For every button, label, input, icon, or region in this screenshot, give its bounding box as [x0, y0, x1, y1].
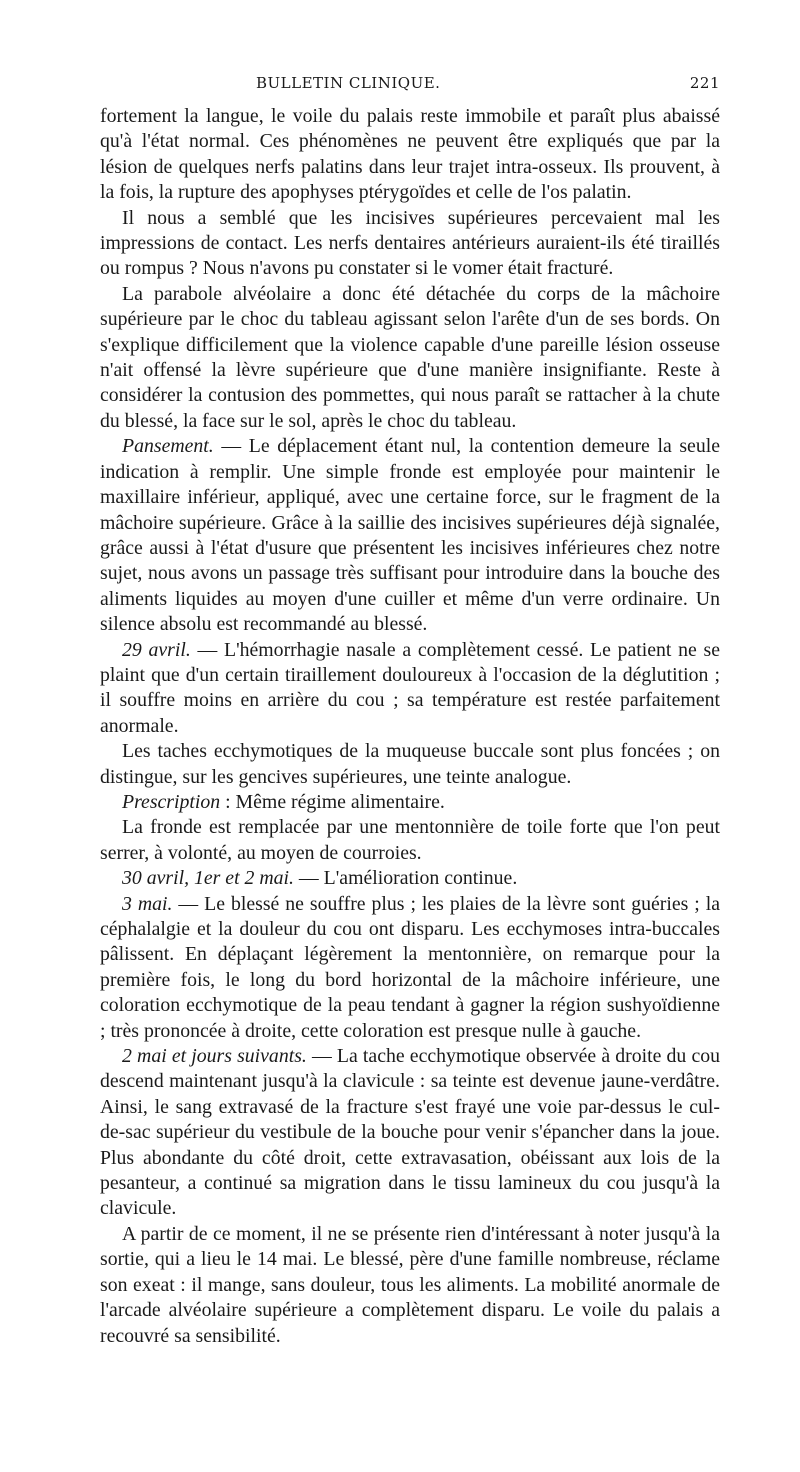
- paragraph-text: — La tache ecchymotique observée à droite du cou descend maintenant jusqu'à la clavicule : sa teinte est devenue jaune-verdâtre. Ainsi, le sang extravasé de la fracture s'est frayé une voie par-dessus le cul-de-sac supérieur du vestibule de la bouche pour venir s'épancher dans la joue. Plus abondante du côté droit, cette extravasation, obéissant aux lois de la pesanteur, a continué sa migration dans le tissu lamineux du cou jusqu'à la clavicule.: [100, 1045, 720, 1220]
- paragraph: [100, 206, 720, 282]
- paragraph-lead: 30 avril, 1er et 2 mai.: [122, 867, 294, 890]
- running-title: BULLETIN CLINIQUE.: [256, 74, 441, 92]
- body-text: [100, 104, 720, 1349]
- paragraph-lead: 2 mai et jours suivants.: [122, 1045, 307, 1068]
- paragraph: [100, 892, 720, 1044]
- paragraph-lead: Pansement.: [122, 435, 214, 458]
- paragraph-text: — Le blessé ne souffre plus ; les plaies de la lèvre sont guéries ; la céphalalgie et la douleur du cou ont disparu. Les ecchymoses intra-buccales pâlissent. En déplaçant légèrement la mentonnière, on remarque pour la première fois, le long du bord horizontal de la mâchoire inférieure, une coloration ecchymotique de la peau tendant à gagner la région sushyoïdienne ; très prononcée à droite, cette coloration est presque nulle à gauche.: [100, 892, 720, 1042]
- paragraph: [100, 104, 720, 206]
- paragraph-text: — Le déplacement étant nul, la contention demeure la seule indication à remplir. Une simple fronde est employée pour maintenir le maxillaire inférieur, appliqué, avec une certaine force, sur le fragment de la mâchoire supérieure. Grâce à la saillie des incisives supérieures déjà signalée, grâce aussi à l'état d'usure que présentent les incisives inférieures chez notre sujet, nous avons un passage très suffisant pour introduire dans la bouche des aliments liquides au moyen d'une cuiller et même d'un verre ordinaire. Un silence absolu est recommandé au blessé.: [100, 435, 720, 636]
- running-header: [108, 70, 720, 104]
- paragraph: [100, 815, 720, 866]
- paragraph: [100, 638, 720, 740]
- paragraph-lead: Prescription: [122, 790, 221, 813]
- paragraph: [100, 282, 720, 434]
- page-number: 221: [689, 74, 720, 92]
- paragraph: [100, 434, 720, 637]
- paragraph-text: Les taches ecchymotiques de la muqueuse buccale sont plus foncées ; on distingue, sur les gencives supérieures, une teinte analogue.: [100, 740, 720, 788]
- paragraph: [100, 866, 720, 891]
- paragraph-text: La fronde est remplacée par une mentonnière de toile forte que l'on peut serrer, à volonté, au moyen de courroies.: [100, 816, 720, 864]
- paragraph-text: Il nous a semblé que les incisives supérieures percevaient mal les impressions de contact. Les nerfs dentaires antérieurs auraient-ils été tiraillés ou rompus ? Nous n'avons pu constater si le vomer était fracturé.: [100, 206, 720, 280]
- paragraph: [100, 790, 720, 815]
- paragraph-text: fortement la langue, le voile du palais reste immobile et paraît plus abaissé qu'à l'état normal. Ces phénomènes ne peuvent être expliqués que par la lésion de quelques nerfs palatins dans leur trajet intra-osseux. Ils prouvent, à la fois, la rupture des apophyses ptérygoïdes et celle de l'os palatin.: [100, 105, 720, 204]
- paragraph-text: — L'amélioration continue.: [293, 867, 518, 890]
- paragraph-lead: 3 mai.: [122, 892, 173, 915]
- paragraph-text: : Même régime alimentaire.: [220, 790, 445, 813]
- paragraph-lead: 29 avril.: [122, 638, 191, 661]
- paragraph-text: La parabole alvéolaire a donc été détachée du corps de la mâchoire supérieure par le choc du tableau agissant selon l'arête d'un de ses bords. On s'explique difficilement que la violence capable d'une pareille lésion osseuse n'ait offensé la lèvre supérieure que d'une manière insignifiante. Reste à considérer la contusion des pommettes, qui nous paraît se rattacher à la chute du blessé, la face sur le sol, après le choc du tableau.: [100, 282, 720, 432]
- paragraph: [100, 739, 720, 790]
- document-page: [100, 70, 720, 1349]
- paragraph: [100, 1222, 720, 1349]
- paragraph-text: A partir de ce moment, il ne se présente rien d'intéressant à noter jusqu'à la sortie, qui a lieu le 14 mai. Le blessé, père d'une famille nombreuse, réclame son exeat : il mange, sans douleur, tous les aliments. La mobilité anormale de l'arcade alvéolaire supérieure a complètement disparu. Le voile du palais a recouvré sa sensibilité.: [100, 1222, 720, 1347]
- paragraph-text: — L'hémorrhagie nasale a complètement cessé. Le patient ne se plaint que d'un certain tiraillement douloureux à l'occasion de la déglutition ; il souffre moins en arrière du cou ; sa température est restée parfaitement anormale.: [100, 638, 720, 737]
- paragraph: [100, 1044, 720, 1222]
